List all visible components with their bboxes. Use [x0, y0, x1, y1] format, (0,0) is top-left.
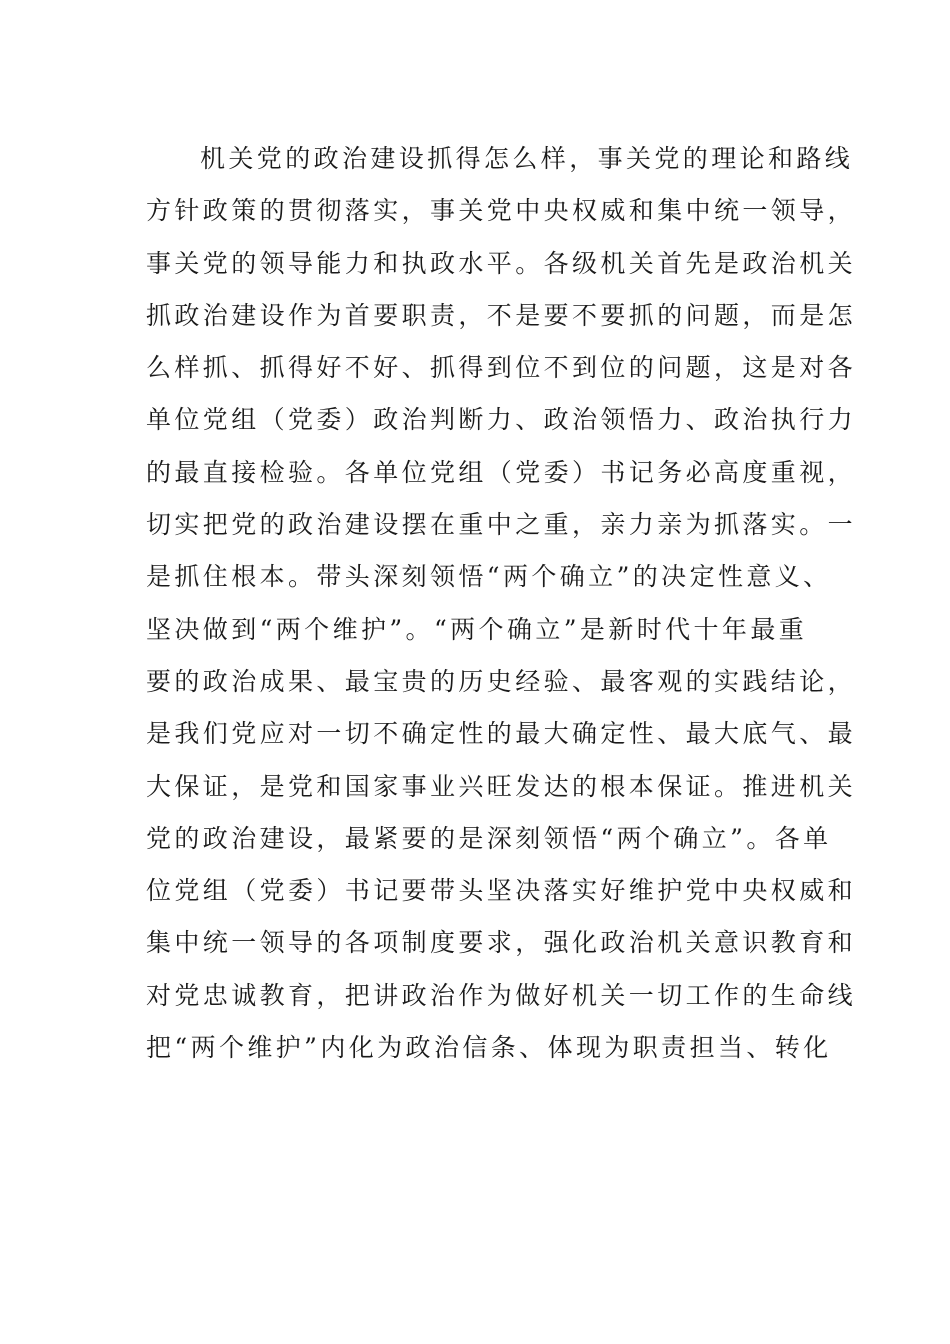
text-line: 抓政治建设作为首要职责，不是要不要抓的问题，而是怎: [146, 300, 857, 330]
text-line: 位党组（党委）书记要带头坚决落实好维护党中央权威和: [146, 876, 857, 906]
text-line: 机关党的政治建设抓得怎么样，事关党的理论和路线: [200, 144, 854, 173]
text-line: 是抓住根本。带头深刻领悟“两个确立”的决定性意义、: [146, 562, 832, 592]
text-line: 方针政策的贯彻落实，事关党中央权威和集中统一领导，: [146, 196, 857, 226]
text-line: 么样抓、抓得好不好、抓得到位不到位的问题，这是对各: [146, 353, 857, 383]
text-line: 切实把党的政治建设摆在重中之重，亲力亲为抓落实。一: [146, 510, 857, 540]
text-line: 坚决做到“两个维护”。“两个确立”是新时代十年最重: [146, 614, 808, 644]
body-paragraph: [146, 133, 857, 1074]
text-line: 单位党组（党委）政治判断力、政治领悟力、政治执行力: [146, 405, 857, 435]
text-line: 集中统一领导的各项制度要求，强化政治机关意识教育和: [146, 928, 857, 958]
text-line: 是我们党应对一切不确定性的最大确定性、最大底气、最: [146, 719, 857, 749]
text-line: 对党忠诚教育，把讲政治作为做好机关一切工作的生命线: [146, 980, 857, 1010]
text-line: 的最直接检验。各单位党组（党委）书记务必高度重视，: [146, 457, 857, 487]
text-line: 把“两个维护”内化为政治信条、体现为职责担当、转化: [146, 1033, 832, 1063]
text-line: 要的政治成果、最宝贵的历史经验、最客观的实践结论，: [146, 666, 857, 696]
text-line: 大保证，是党和国家事业兴旺发达的根本保证。推进机关: [146, 771, 857, 801]
text-line: 事关党的领导能力和执政水平。各级机关首先是政治机关: [146, 248, 857, 278]
text-line: 党的政治建设，最紧要的是深刻领悟“两个确立”。各单: [146, 823, 832, 853]
